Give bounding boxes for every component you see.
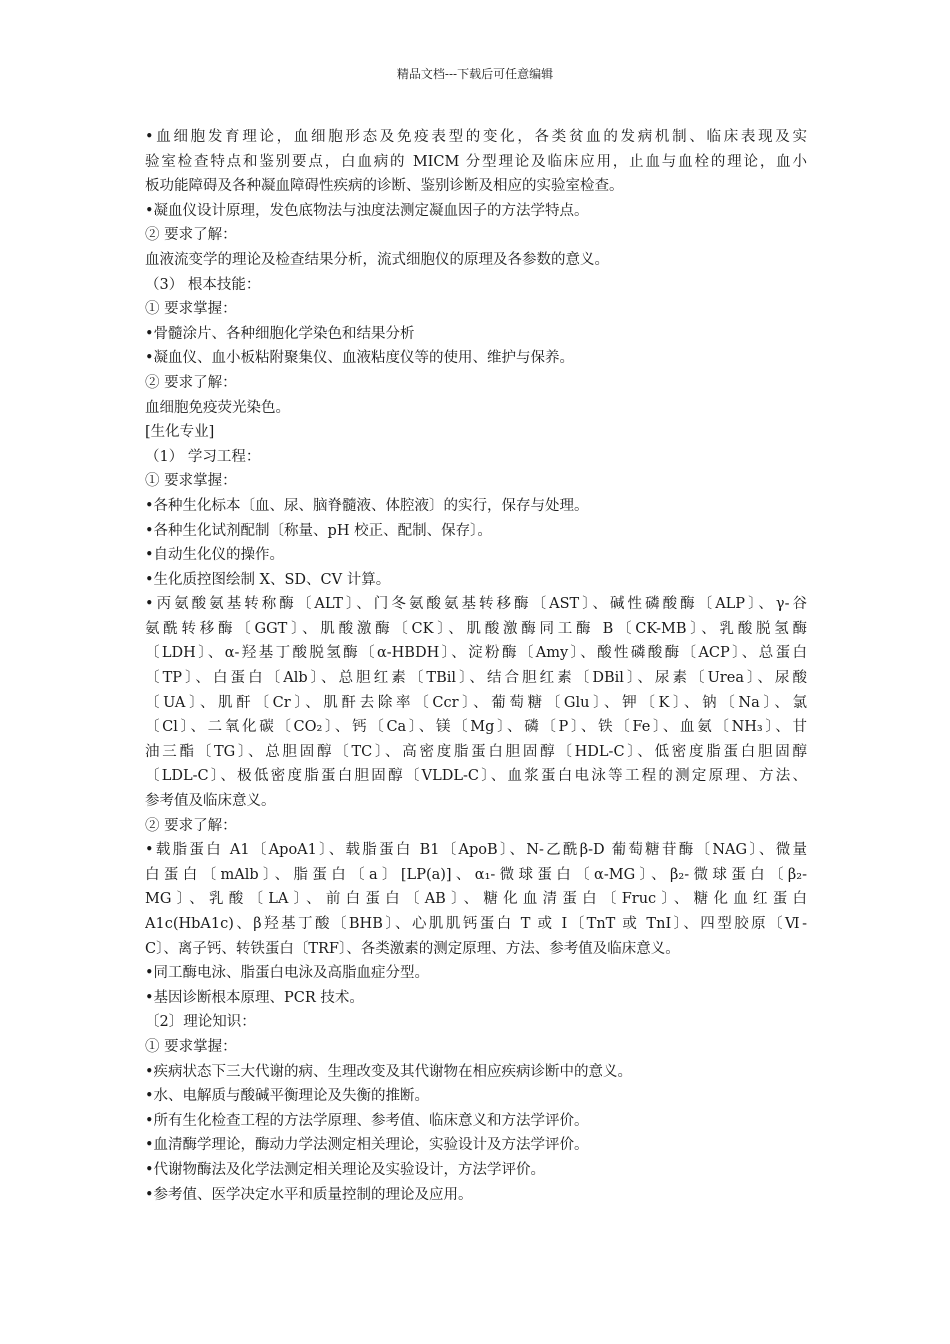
text-line: •生化质控图绘制 X、SD、CV 计算。: [145, 571, 391, 588]
text-line: 白蛋白〔mAlb〕、脂蛋白〔a〕[LP(a)]、α₁-微球蛋白〔α-MG〕、β₂-微球蛋白〔β₂-: [145, 866, 807, 883]
text-line: •各种生化试剂配制〔称量、pH 校正、配制、保存〕。: [145, 522, 492, 539]
document-body: [145, 125, 807, 1207]
text-line: •丙氨酸氨基转称酶〔ALT〕、门冬氨酸氨基转移酶〔AST〕、碱性磷酸酶〔ALP〕、γ-谷: [145, 596, 807, 613]
text-line: •疾病状态下三大代谢的病、生理改变及其代谢物在相应疾病诊断中的意义。: [145, 1063, 633, 1080]
text-line: •载脂蛋白 A1〔ApoA1〕、载脂蛋白 B1〔ApoB〕、N-乙酰β-D 葡萄糖苷酶〔NAG〕、微量: [145, 842, 807, 859]
text-line: 板功能障碍及各种凝血障碍性疾病的诊断、鉴别诊断及相应的实验室检查。: [145, 178, 624, 195]
text-line: ① 要求掌握：: [145, 301, 237, 318]
text-line: 〔LDL-C〕、极低密度脂蛋白胆固醇〔VLDL-C〕、血浆蛋白电泳等工程的测定原理、方法、: [145, 768, 807, 785]
text-line: •血细胞发育理论，血细胞形态及免疫表型的变化，各类贫血的发病机制、临床表现及实: [145, 129, 807, 145]
text-line: 氨酰转移酶〔GGT〕、肌酸激酶〔CK〕、肌酸激酶同工酶 B〔CK-MB〕、乳酸脱氢酶: [145, 620, 807, 637]
text-line: ① 要求掌握：: [145, 1038, 237, 1055]
text-line: 验室检查特点和鉴别要点，白血病的 MICM 分型理论及临床应用，止血与血栓的理论，血小: [145, 153, 807, 170]
text-line: ② 要求了解：: [145, 817, 237, 834]
text-line: •所有生化检查工程的方法学原理、参考值、临床意义和方法学评价。: [145, 1112, 589, 1129]
text-line: 油三酯〔TG〕、总胆固醇〔TC〕、高密度脂蛋白胆固醇〔HDL-C〕、低密度脂蛋白胆固醇: [145, 743, 807, 760]
text-line: ① 要求掌握：: [145, 473, 237, 490]
text-line: 〔Cl〕、二氧化碳〔CO₂〕、钙〔Ca〕、镁〔Mg〕、磷〔P〕、铁〔Fe〕、血氨〔NH₃〕、甘: [145, 719, 807, 736]
text-line: 血细胞免疫荧光染色。: [145, 399, 290, 416]
text-line: （3） 根本技能：: [145, 276, 261, 293]
text-line: 〔UA〕、肌酐〔Cr〕、肌酐去除率〔Ccr〕、葡萄糖〔Glu〕、钾〔K〕、钠〔Na〕、氯: [145, 694, 807, 711]
text-line: 〔LDH〕、α-羟基丁酸脱氢酶〔α-HBDH〕、淀粉酶〔Amy〕、酸性磷酸酶〔ACP〕、总蛋白: [145, 645, 807, 662]
text-line: •各种生化标本〔血、尿、脑脊髓液、体腔液〕的实行，保存与处理。: [145, 497, 589, 514]
text-line: •自动生化仪的操作。: [145, 547, 285, 564]
text-line: ② 要求了解：: [145, 374, 237, 391]
text-line: •代谢物酶法及化学法测定相关理论及实验设计，方法学评价。: [145, 1161, 546, 1178]
text-line: •凝血仪设计原理，发色底物法与浊度法测定凝血因子的方法学特点。: [145, 202, 589, 219]
text-line: （1） 学习工程：: [145, 448, 261, 465]
text-line: •同工酶电泳、脂蛋白电泳及高脂血症分型。: [145, 965, 430, 982]
text-line: MG〕、乳酸〔LA〕、前白蛋白〔AB〕、糖化血清蛋白〔Fruc〕、糖化血红蛋白: [145, 891, 807, 908]
text-line: •基因诊断根本原理、PCR 技术。: [145, 989, 364, 1006]
text-line: 参考值及临床意义。: [145, 793, 276, 810]
text-line: •凝血仪、血小板粘附聚集仪、血液粘度仪等的使用、维护与保养。: [145, 350, 575, 367]
text-line: ② 要求了解：: [145, 227, 237, 244]
text-line: 〔TP〕、白蛋白〔Alb〕、总胆红素〔TBil〕、结合胆红素〔DBil〕、尿素〔Urea〕、尿酸: [145, 670, 807, 687]
text-line: 血液流变学的理论及检查结果分析，流式细胞仪的原理及各参数的意义。: [145, 251, 609, 268]
text-line: •水、电解质与酸碱平衡理论及失衡的推断。: [145, 1088, 430, 1105]
text-line: C〕、离子钙、转铁蛋白〔TRF〕、各类激素的测定原理、方法、参考值及临床意义。: [145, 940, 680, 957]
text-line: A1c(HbA1c)、β羟基丁酸〔BHB〕、心肌肌钙蛋白 T 或 I〔TnT 或 TnI〕、四型胶原〔Ⅵ-: [145, 916, 807, 932]
text-line: •骨髓涂片、各种细胞化学染色和结果分析: [145, 325, 415, 342]
page-header: 精品文档---下载后可任意编辑: [396, 67, 554, 81]
text-line: 〔2〕理论知识：: [145, 1014, 256, 1031]
text-line: •血清酶学理论，酶动力学法测定相关理论，实验设计及方法学评价。: [145, 1137, 589, 1154]
text-line: •参考值、医学决定水平和质量控制的理论及应用。: [145, 1186, 473, 1203]
text-line: [生化专业]: [145, 424, 215, 441]
